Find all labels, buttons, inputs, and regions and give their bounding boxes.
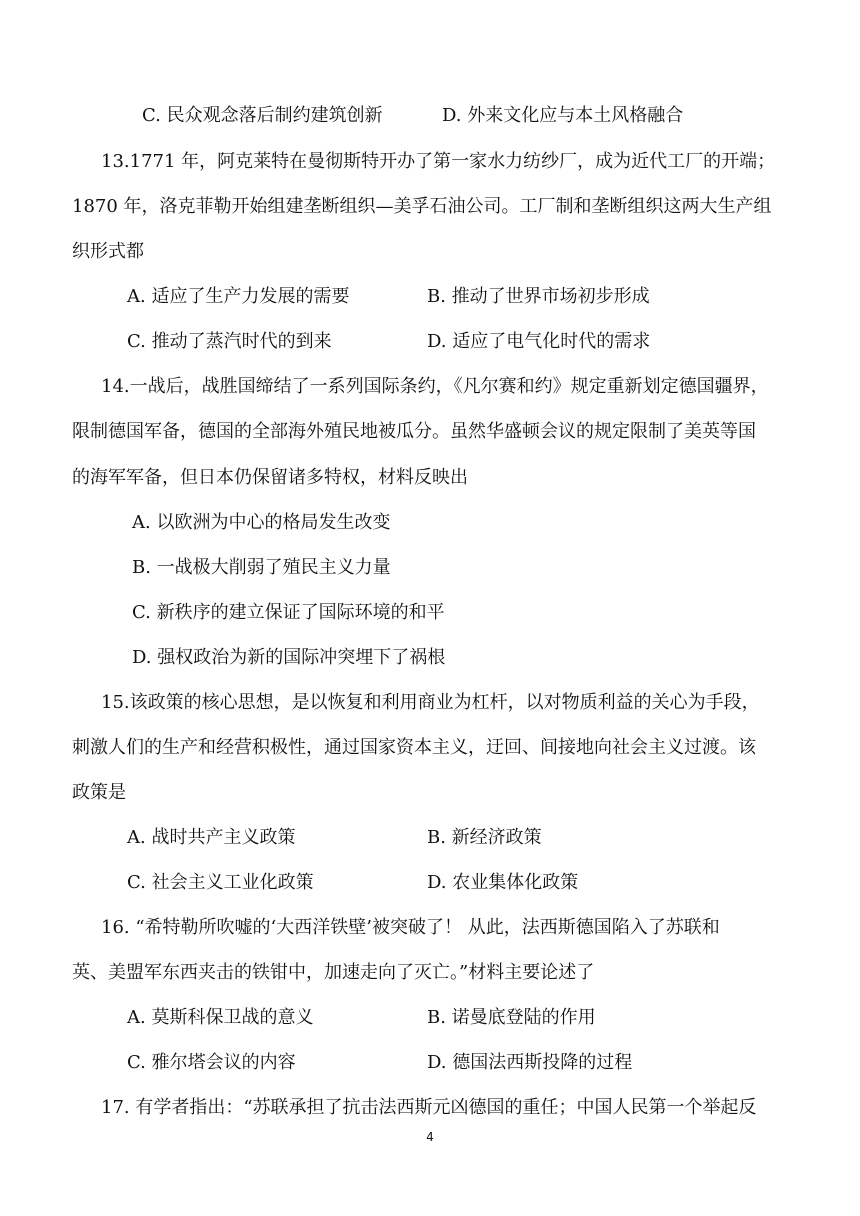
q16-option-b: B. 诺曼底登陆的作用: [427, 1007, 596, 1028]
q13-options-row-1: [127, 285, 650, 309]
q16-text-line-1: 16. “希特勒所吹嘘的‘大西洋铁壁’被突破了！ 从此，法西斯德国陷入了苏联和: [101, 917, 720, 938]
q13-option-d: D. 适应了电气化时代的需求: [427, 331, 651, 352]
q13-option-c: C. 推动了蒸汽时代的到来: [127, 331, 332, 352]
q15-option-c: C. 社会主义工业化政策: [127, 872, 314, 893]
q13-options-row-2: [127, 330, 650, 354]
q13-text-line-1: 13.1771 年，阿克莱特在曼彻斯特开办了第一家水力纺纱厂，成为近代工厂的开端；: [101, 151, 776, 172]
q16-options-row-1: [127, 1006, 596, 1030]
q12-option-d: D. 外来文化应与本土风格融合: [442, 105, 684, 126]
q14-option-a: A. 以欧洲为中心的格局发生改变: [132, 512, 391, 533]
q13-option-b: B. 推动了世界市场初步形成: [427, 286, 650, 307]
q12-option-c: C. 民众观念落后制约建筑创新: [142, 105, 383, 126]
q15-option-d: D. 农业集体化政策: [427, 872, 579, 893]
q15-options-row-2: [127, 871, 578, 895]
q16-option-c: C. 雅尔塔会议的内容: [127, 1052, 296, 1073]
q16-options-row-2: [127, 1051, 632, 1075]
q12-options: [142, 104, 683, 128]
q13-option-a: A. 适应了生产力发展的需要: [127, 286, 350, 307]
q17-text-line-1: 17. 有学者指出：“苏联承担了抗击法西斯元凶德国的重任；中国人民第一个举起反: [101, 1097, 757, 1118]
page-number: 4: [426, 1130, 434, 1144]
q15-text-line-2: 刺激人们的生产和经营积极性，通过国家资本主义，迂回、间接地向社会主义过渡。该: [72, 737, 756, 758]
q13-text-line-2: 1870 年，洛克菲勒开始组建垄断组织—美孚石油公司。工厂制和垄断组织这两大生产组: [72, 196, 772, 217]
q14-text-line-1: 14.一战后，战胜国缔结了一系列国际条约，《凡尔赛和约》规定重新划定德国疆界，: [101, 376, 769, 397]
q14-option-b: B. 一战极大削弱了殖民主义力量: [132, 557, 391, 578]
q15-options-row-1: [127, 826, 542, 850]
q15-option-b: B. 新经济政策: [427, 827, 542, 848]
q13-text-line-3: 织形式都: [72, 241, 144, 262]
q14-option-d: D. 强权政治为新的国际冲突埋下了祸根: [132, 647, 446, 668]
q15-option-a: A. 战时共产主义政策: [127, 827, 296, 848]
q15-text-line-1: 15.该政策的核心思想，是以恢复和利用商业为杠杆，以对物质利益的关心为手段，: [101, 692, 760, 713]
q14-option-c: C. 新秩序的建立保证了国际环境的和平: [132, 602, 445, 623]
q16-text-line-2: 英、美盟军东西夹击的铁钳中，加速走向了灭亡。”材料主要论述了: [72, 962, 595, 983]
q16-option-d: D. 德国法西斯投降的过程: [427, 1052, 633, 1073]
q14-text-line-3: 的海军军备，但日本仍保留诸多特权，材料反映出: [72, 467, 468, 488]
q16-option-a: A. 莫斯科保卫战的意义: [127, 1007, 314, 1028]
q14-text-line-2: 限制德国军备，德国的全部海外殖民地被瓜分。虽然华盛顿会议的规定限制了美英等国: [72, 421, 756, 442]
q15-text-line-3: 政策是: [72, 782, 126, 803]
